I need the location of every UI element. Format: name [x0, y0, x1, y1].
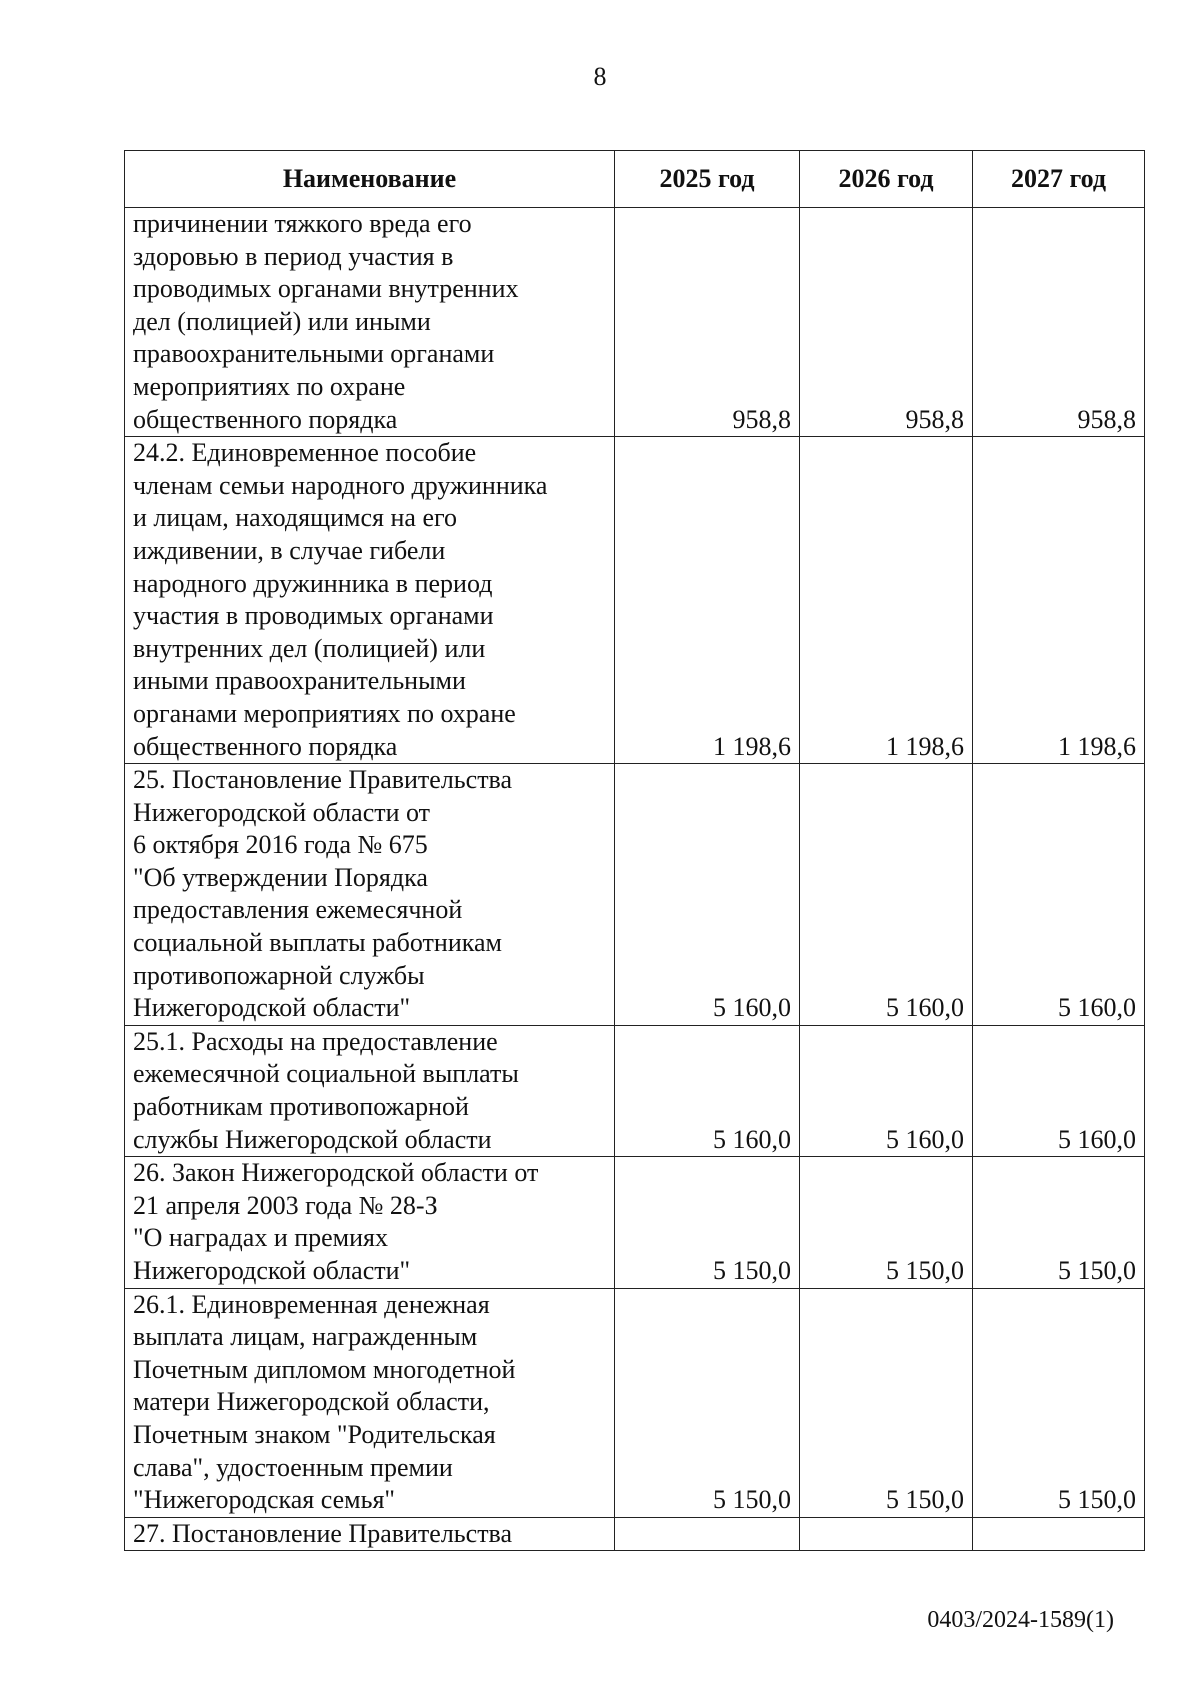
- table-row: [125, 1025, 1145, 1156]
- value-2025: 5 150,0: [615, 1288, 800, 1517]
- header-name: Наименование: [125, 151, 615, 208]
- value-2027: 5 150,0: [973, 1157, 1145, 1288]
- value-2027: 5 150,0: [973, 1288, 1145, 1517]
- row-name: 24.2. Единовременное пособие членам семьи народного дружинника и лицам, находящимся на его иждивении, в случае гибели народного дружинника в период участия в проводимых органами внутренних дел (полицией) или иными правоохранительными органами мероприятиях по охране общественного порядка: [125, 437, 615, 764]
- value-2027: [973, 1517, 1145, 1551]
- value-2025: 1 198,6: [615, 437, 800, 764]
- document-code: 0403/2024-1589(1): [927, 1607, 1114, 1633]
- table-row: [125, 1157, 1145, 1288]
- value-2025: 5 150,0: [615, 1157, 800, 1288]
- table-row: [125, 1288, 1145, 1517]
- header-2027: 2027 год: [973, 151, 1145, 208]
- row-name: 27. Постановление Правительства: [125, 1517, 615, 1551]
- header-2025: 2025 год: [615, 151, 800, 208]
- row-name: 25.1. Расходы на предоставление ежемесячной социальной выплаты работникам противопожарной службы Нижегородской области: [125, 1025, 615, 1156]
- table-header-row: [125, 151, 1145, 208]
- value-2025: 5 160,0: [615, 764, 800, 1026]
- value-2027: 5 160,0: [973, 1025, 1145, 1156]
- header-2026: 2026 год: [800, 151, 973, 208]
- value-2026: 1 198,6: [800, 437, 973, 764]
- table-row: [125, 437, 1145, 764]
- value-2026: 958,8: [800, 208, 973, 437]
- value-2025: 5 160,0: [615, 1025, 800, 1156]
- value-2026: 5 150,0: [800, 1288, 973, 1517]
- value-2025: 958,8: [615, 208, 800, 437]
- value-2027: 958,8: [973, 208, 1145, 437]
- value-2027: 5 160,0: [973, 764, 1145, 1026]
- table-row: [125, 1517, 1145, 1551]
- value-2026: 5 150,0: [800, 1157, 973, 1288]
- row-name: 26.1. Единовременная денежная выплата лицам, награжденным Почетным дипломом многодетной матери Нижегородской области, Почетным знаком "Родительская слава", удостоенным премии "Нижегородская семья": [125, 1288, 615, 1517]
- row-name: причинении тяжкого вреда его здоровью в период участия в проводимых органами внутренних дел (полицией) или иными правоохранительными органами мероприятиях по охране общественного порядка: [125, 208, 615, 437]
- row-name: 26. Закон Нижегородской области от 21 апреля 2003 года № 28-З "О наградах и премиях Нижегородской области": [125, 1157, 615, 1288]
- page-number: 8: [593, 62, 607, 91]
- table-row: [125, 208, 1145, 437]
- value-2025: [615, 1517, 800, 1551]
- value-2026: 5 160,0: [800, 764, 973, 1026]
- table-row: [125, 764, 1145, 1026]
- value-2026: 5 160,0: [800, 1025, 973, 1156]
- row-name: 25. Постановление Правительства Нижегородской области от 6 октября 2016 года № 675 "Об утверждении Порядка предоставления ежемесячной социальной выплаты работникам противопожарной службы Нижегородской области": [125, 764, 615, 1026]
- value-2026: [800, 1517, 973, 1551]
- value-2027: 1 198,6: [973, 437, 1145, 764]
- budget-table: [124, 150, 1145, 1551]
